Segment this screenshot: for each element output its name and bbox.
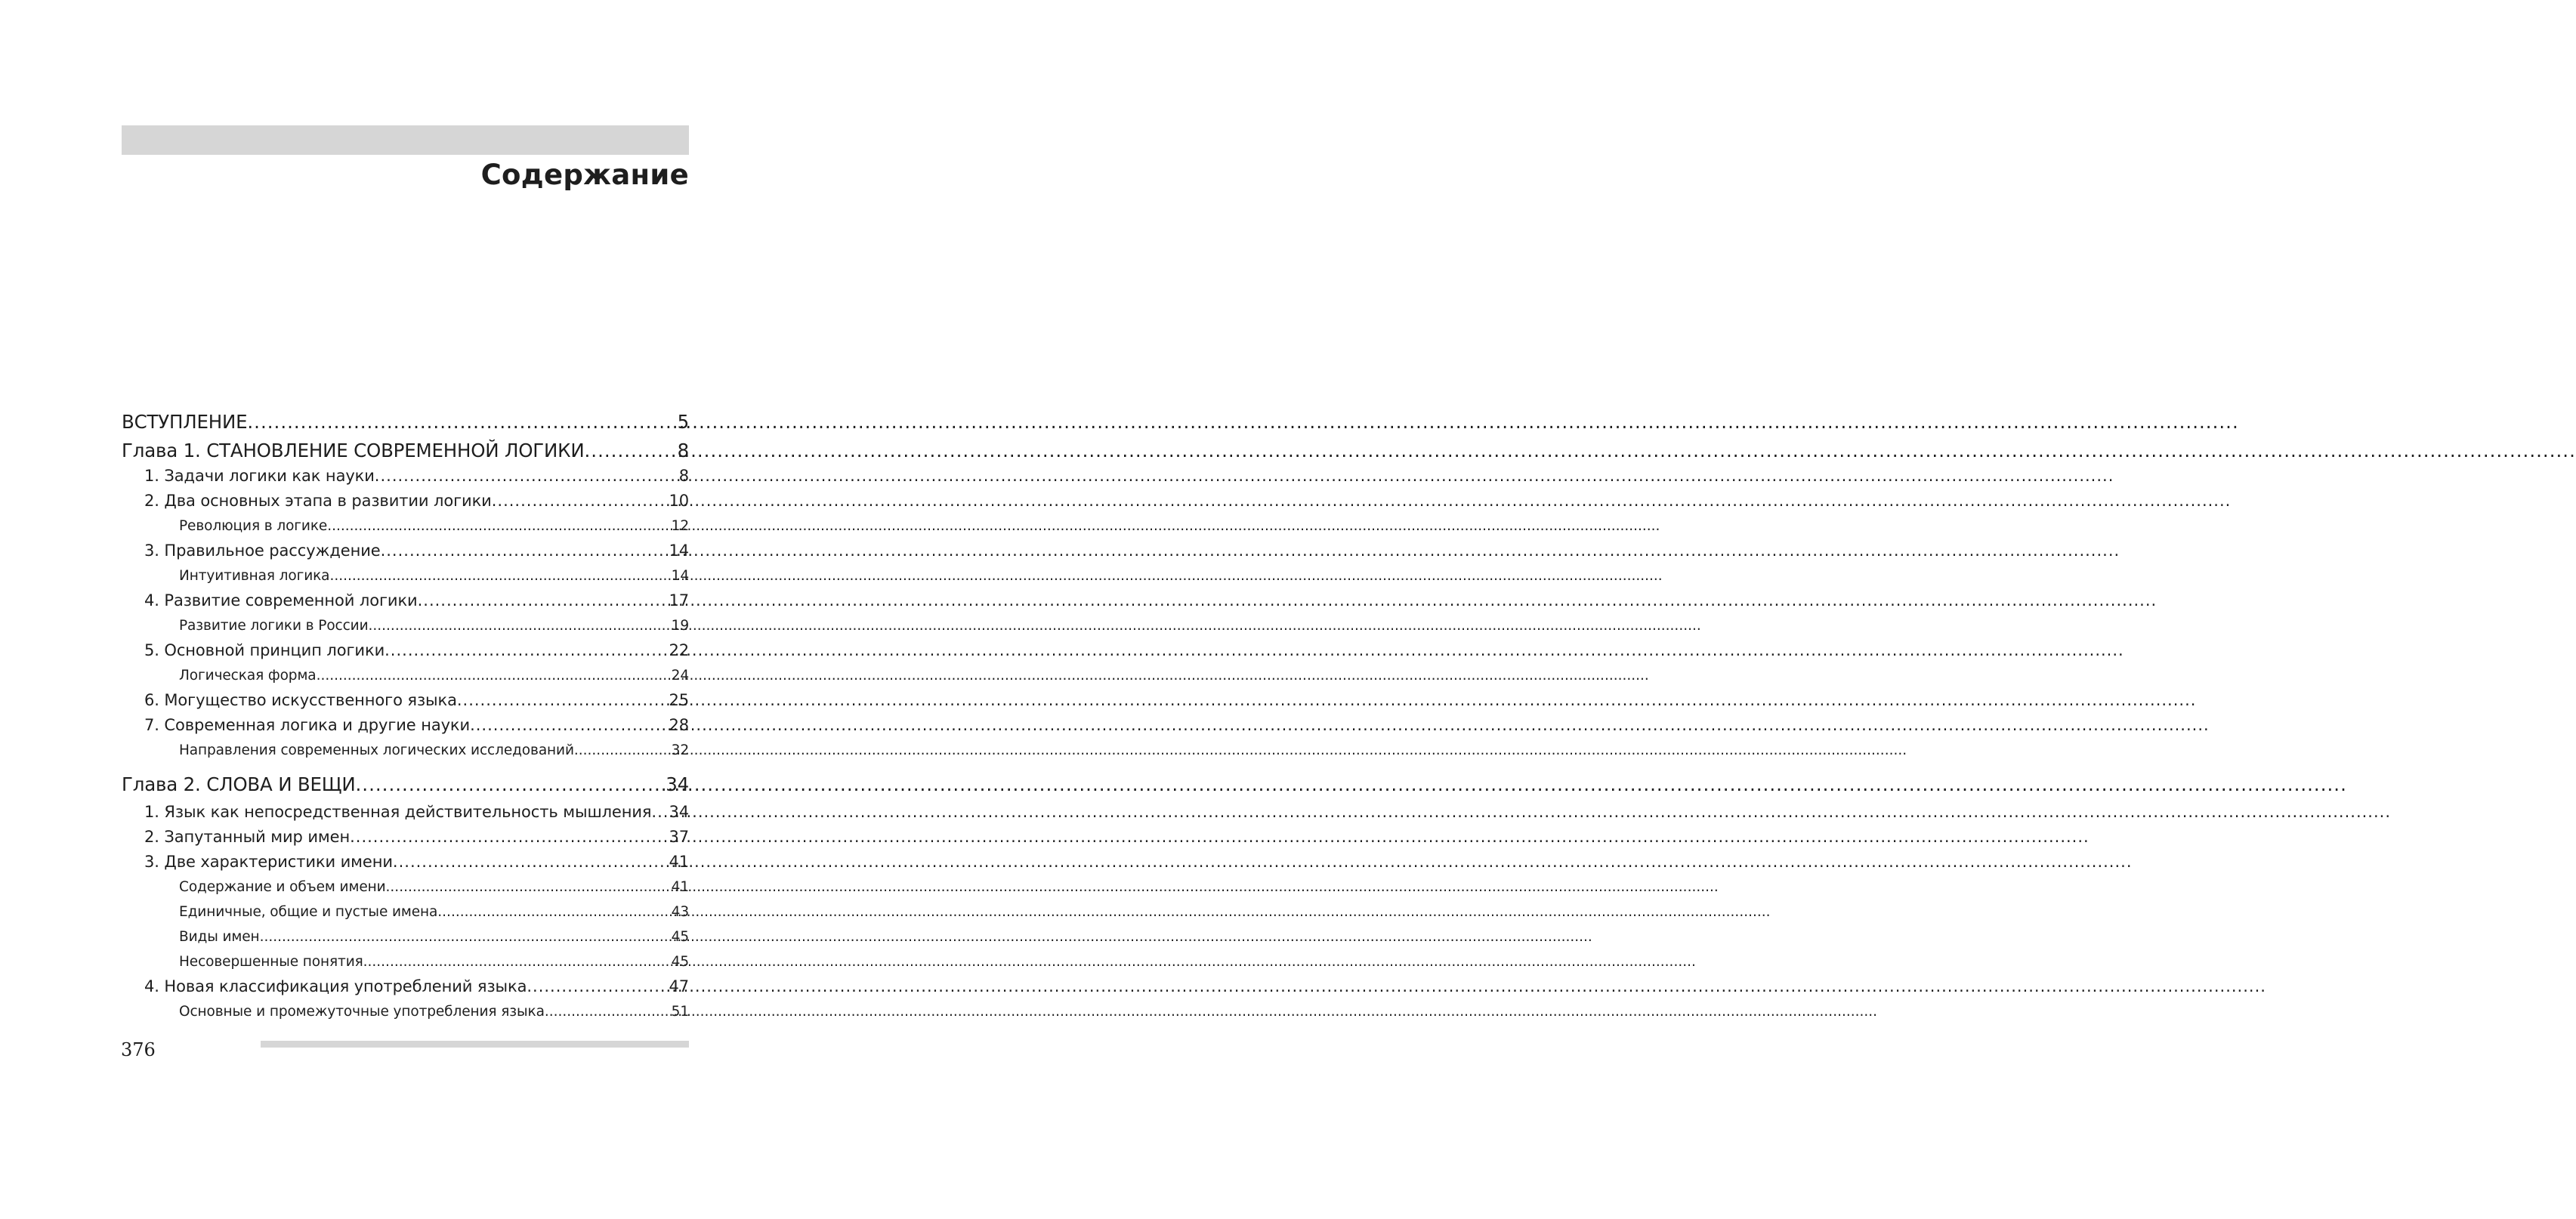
toc-entry-chapter-1[interactable] (122, 437, 689, 464)
dot-leader (492, 489, 668, 514)
toc-entry-page: 8 (678, 467, 689, 485)
toc-entry-subsection[interactable] (122, 514, 689, 539)
toc-entry-label: 2. Запутанный мир имен (144, 828, 351, 846)
toc-entry-label: Развитие логики в России (179, 618, 369, 634)
toc-entry-page: 14 (669, 542, 689, 560)
toc-entry-introduction[interactable] (122, 406, 689, 437)
dot-leader (329, 563, 669, 588)
toc-entry-section[interactable] (122, 800, 689, 825)
toc-entry-section[interactable] (122, 588, 689, 613)
toc-entry-label: 7. Современная логика и другие науки (144, 716, 471, 734)
toc-entry-page: 32 (671, 742, 689, 758)
toc-entry-page: 8 (677, 440, 689, 461)
toc-entry-page: 51 (671, 1004, 689, 1020)
toc-entry-label: 6. Могущество искусственного языка (144, 691, 457, 709)
toc-entry-label: Основные и промежуточные употребления языка (179, 1004, 545, 1020)
toc-entry-section[interactable] (122, 713, 689, 738)
dot-leader (375, 464, 678, 489)
footer-decor-bar (261, 1041, 689, 1048)
dot-leader (545, 999, 670, 1024)
toc-entry-section[interactable] (122, 464, 689, 489)
toc-entry-label: Направления современных логических исследований (179, 742, 574, 758)
toc-entry-label: 4. Развитие современной логики (144, 591, 418, 610)
toc-entry-page: 45 (671, 929, 689, 945)
dot-leader (585, 437, 676, 464)
dot-leader (574, 738, 670, 763)
toc-entry-label: Несовершенные понятия (179, 954, 363, 970)
header-decor-bar (122, 125, 689, 155)
toc-entry-subsection[interactable] (122, 999, 689, 1024)
toc-entry-label: ВСТУПЛЕНИЕ (122, 411, 248, 433)
dot-leader (260, 924, 670, 949)
dot-leader (356, 769, 665, 800)
toc-entry-label: Глава 1. СТАНОВЛЕНИЕ СОВРЕМЕННОЙ ЛОГИКИ (122, 440, 585, 461)
toc-entry-page: 12 (671, 518, 689, 534)
toc-entry-page: 47 (669, 977, 689, 995)
toc-entry-label: 2. Два основных этапа в развитии логики (144, 492, 492, 510)
toc-entry-page: 45 (671, 954, 689, 970)
dot-leader (350, 825, 667, 850)
dot-leader (393, 850, 668, 875)
dot-leader (247, 406, 675, 437)
table-of-contents (122, 406, 689, 1024)
dot-leader (381, 539, 668, 563)
toc-entry-subsection[interactable] (122, 875, 689, 900)
toc-entry-page: 17 (669, 591, 689, 610)
toc-entry-subsection[interactable] (122, 613, 689, 638)
dot-leader (386, 875, 670, 900)
toc-entry-page: 43 (671, 904, 689, 920)
dot-leader (317, 663, 670, 688)
toc-entry-section[interactable] (122, 825, 689, 850)
toc-entry-label: 1. Задачи логики как науки (144, 467, 375, 485)
toc-entry-label: Глава 2. СЛОВА И ВЕЩИ (122, 773, 356, 795)
toc-entry-page: 19 (671, 618, 689, 634)
toc-entry-section[interactable] (122, 850, 689, 875)
dot-leader (369, 613, 670, 638)
page-title: Содержание (480, 159, 689, 191)
toc-entry-label: 4. Новая классификация употреблений языка (144, 977, 527, 995)
toc-entry-label: 3. Правильное рассуждение (144, 542, 381, 560)
toc-entry-label: Революция в логике (179, 518, 328, 534)
toc-entry-label: Интуитивная логика (179, 568, 330, 584)
toc-entry-page: 14 (671, 568, 689, 584)
toc-entry-page: 34 (669, 803, 689, 821)
toc-entry-label: Содержание и объем имени (179, 879, 386, 895)
toc-entry-page: 5 (677, 411, 689, 433)
toc-entry-page: 28 (669, 716, 689, 734)
toc-entry-subsection[interactable] (122, 949, 689, 974)
toc-entry-chapter-2[interactable] (122, 769, 689, 800)
dot-leader (437, 900, 669, 924)
toc-entry-subsection[interactable] (122, 563, 689, 588)
toc-entry-subsection[interactable] (122, 738, 689, 763)
toc-entry-section[interactable] (122, 539, 689, 563)
dot-leader (385, 638, 667, 663)
toc-entry-page: 10 (669, 492, 689, 510)
toc-entry-label: 1. Язык как непосредственная действительность мышления (144, 803, 652, 821)
toc-entry-page: 25 (669, 691, 689, 709)
toc-entry-label: Логическая форма (179, 668, 317, 684)
dot-leader (363, 949, 670, 974)
dot-leader (457, 688, 668, 713)
toc-entry-subsection[interactable] (122, 924, 689, 949)
toc-entry-section[interactable] (122, 688, 689, 713)
toc-entry-page: 22 (669, 641, 689, 659)
toc-entry-section[interactable] (122, 638, 689, 663)
toc-entry-subsection[interactable] (122, 663, 689, 688)
dot-leader (470, 713, 667, 738)
toc-entry-page: 41 (669, 853, 689, 871)
toc-entry-page: 24 (671, 668, 689, 684)
toc-entry-section[interactable] (122, 489, 689, 514)
dot-leader (651, 800, 667, 825)
toc-entry-label: Единичные, общие и пустые имена (179, 904, 438, 920)
page-number: 376 (121, 1039, 156, 1060)
toc-entry-label: Виды имен (179, 929, 260, 945)
toc-entry-subsection[interactable] (122, 900, 689, 924)
toc-entry-label: 3. Две характеристики имени (144, 853, 393, 871)
toc-entry-page: 37 (669, 828, 689, 846)
toc-entry-section[interactable] (122, 974, 689, 999)
toc-entry-page: 41 (671, 879, 689, 895)
dot-leader (418, 588, 668, 613)
dot-leader (527, 974, 667, 999)
toc-entry-page: 34 (666, 773, 689, 795)
dot-leader (327, 514, 669, 539)
toc-entry-label: 5. Основной принцип логики (144, 641, 385, 659)
